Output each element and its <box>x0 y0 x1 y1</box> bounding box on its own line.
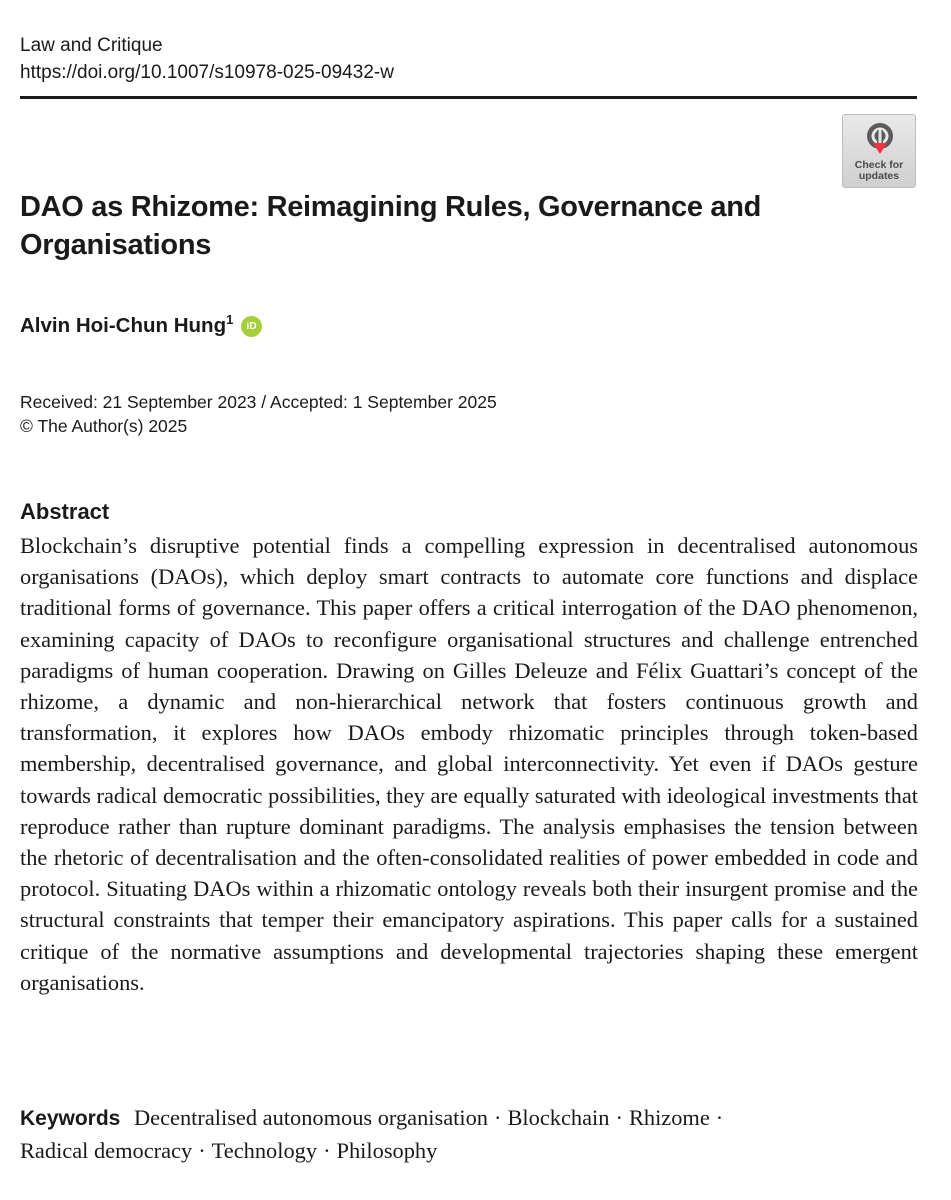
author-name: Alvin Hoi-Chun Hung <box>20 314 227 337</box>
affiliation-mark: 1 <box>226 312 234 327</box>
keyword-item: Blockchain <box>507 1105 610 1130</box>
keyword-separator: · <box>715 1105 724 1130</box>
author-line <box>20 313 262 339</box>
header-divider <box>20 96 917 99</box>
keywords-label: Keywords <box>20 1107 121 1130</box>
abstract-heading: Abstract <box>20 499 110 524</box>
abstract-text: Blockchain’s disruptive potential finds a compelling expression in decentralised autonomous organisations (DAOs), which deploy smart contracts to automate core functions and displace traditional forms of governance. This paper offers a critical interrogation of the DAO phenomenon, examining capacity of DAOs to reconfigure organisational structures and challenge entrenched paradigms of human cooperation. Drawing on Gilles Deleuze and Félix Guattari’s concept of the rhizome, a dynamic and non-hierarchical network that fosters continuous growth and transformation, it explores how DAOs embody rhizomatic principles through token-based membership, decentralised governance, and global interconnectivity. Yet even if DAOs gesture towards radical democratic possibilities, they are equally saturated with ideological investments that reproduce rather than rupture dominant paradigms. The analysis emphasises the tension between the rhetoric of decentralisation and the often-consolidated realities of power embedded in code and protocol. Situating DAOs within a rhizomatic ontology reveals both their insurgent promise and the structural constraints that temper their emancipatory aspirations. This paper calls for a sustained critique of the normative assumptions and developmental trajectories shaping these emergent organisations. <box>20 533 918 995</box>
journal-name: Law and Critique <box>20 35 163 56</box>
keyword-separator: · <box>494 1105 502 1130</box>
keyword-separator: · <box>198 1138 206 1163</box>
doi-link[interactable]: https://doi.org/10.1007/s10978-025-09432-w <box>20 62 394 83</box>
keyword-item: Rhizome <box>628 1105 710 1130</box>
orcid-icon[interactable]: iD <box>241 316 262 337</box>
keywords-section <box>20 1102 918 1167</box>
check-for-updates-label-line2: updates <box>858 170 900 182</box>
paper-title: DAO as Rhizome: Reimagining Rules, Governance and Organisations <box>20 191 762 261</box>
check-for-updates-button[interactable] <box>842 114 916 188</box>
keyword-separator: · <box>323 1138 331 1163</box>
check-for-updates-label <box>843 160 915 182</box>
publication-dates: Received: 21 September 2023 / Accepted: 1 September 2025 <box>20 392 497 412</box>
keyword-item: Technology <box>211 1138 318 1163</box>
check-for-updates-icon <box>865 121 895 157</box>
keyword-item: Decentralised autonomous organisation <box>133 1105 489 1130</box>
keyword-separator: · <box>615 1105 623 1130</box>
keyword-item: Philosophy <box>336 1138 438 1163</box>
copyright-notice: © The Author(s) 2025 <box>20 416 188 436</box>
check-for-updates-label-line1: Check for <box>854 159 904 171</box>
keyword-item: Radical democracy <box>20 1138 193 1163</box>
